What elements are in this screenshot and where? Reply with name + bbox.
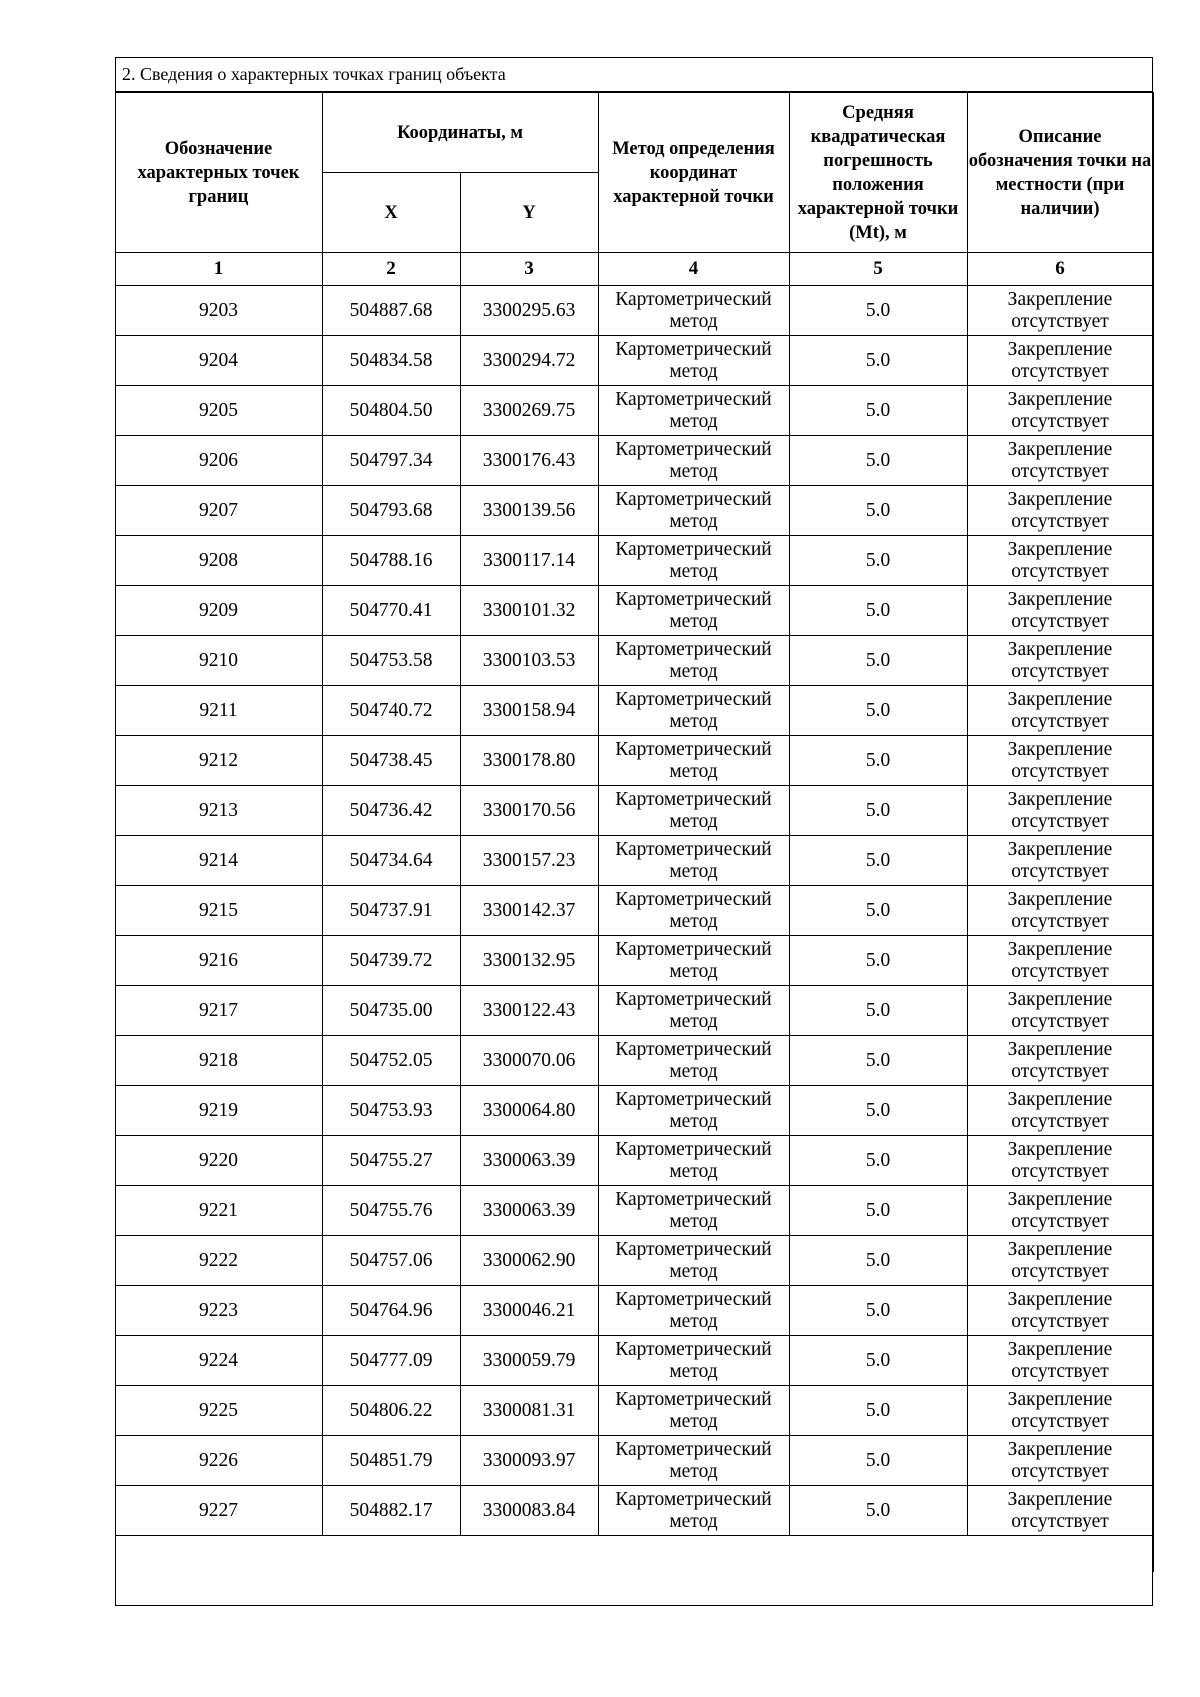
- cell-x: 504851.79: [322, 1436, 460, 1486]
- table-row: [115, 1386, 1153, 1436]
- cell-y: 3300059.79: [460, 1336, 598, 1386]
- column-number: 5: [789, 253, 967, 286]
- cell-x: 504764.96: [322, 1286, 460, 1336]
- cell-x: 504777.09: [322, 1336, 460, 1386]
- cell-description: Закрепление отсутствует: [967, 1036, 1153, 1086]
- cell-y: 3300295.63: [460, 286, 598, 336]
- table-row: [115, 586, 1153, 636]
- cell-method: Картометрический метод: [598, 1436, 789, 1486]
- cell-y: 3300103.53: [460, 636, 598, 686]
- cell-y: 3300046.21: [460, 1286, 598, 1336]
- cell-point: 9215: [115, 886, 322, 936]
- cell-method: Картометрический метод: [598, 1186, 789, 1236]
- cell-mt: 5.0: [789, 986, 967, 1036]
- cell-x: 504736.42: [322, 786, 460, 836]
- cell-point: 9205: [115, 386, 322, 436]
- table-row: [115, 486, 1153, 536]
- column-number: 4: [598, 253, 789, 286]
- header-method: Метод определения координат характерной точки: [598, 93, 789, 253]
- cell-mt: 5.0: [789, 1236, 967, 1286]
- header-point-designation: Обозначение характерных точек границ: [115, 93, 322, 253]
- cell-method: Картометрический метод: [598, 1236, 789, 1286]
- cell-mt: 5.0: [789, 836, 967, 886]
- cell-mt: 5.0: [789, 1136, 967, 1186]
- cell-description: Закрепление отсутствует: [967, 536, 1153, 586]
- cell-method: Картометрический метод: [598, 886, 789, 936]
- document-sheet: [115, 57, 1153, 1606]
- header-mean-error: Средняя квадратическая погрешность положения характерной точки (Mt), м: [789, 93, 967, 253]
- table-row: [115, 1036, 1153, 1086]
- cell-mt: 5.0: [789, 1486, 967, 1536]
- cell-method: Картометрический метод: [598, 1286, 789, 1336]
- cell-point: 9225: [115, 1386, 322, 1436]
- cell-mt: 5.0: [789, 1436, 967, 1486]
- cell-y: 3300139.56: [460, 486, 598, 536]
- cell-description: Закрепление отсутствует: [967, 1336, 1153, 1386]
- cell-x: 504834.58: [322, 336, 460, 386]
- cell-point: 9214: [115, 836, 322, 886]
- column-number: 2: [322, 253, 460, 286]
- blank-row: [115, 1536, 1153, 1573]
- table-row: [115, 536, 1153, 586]
- cell-point: 9227: [115, 1486, 322, 1536]
- cell-mt: 5.0: [789, 936, 967, 986]
- cell-x: 504739.72: [322, 936, 460, 986]
- cell-description: Закрепление отсутствует: [967, 636, 1153, 686]
- cell-point: 9209: [115, 586, 322, 636]
- table-row: [115, 936, 1153, 986]
- table-row: [115, 636, 1153, 686]
- cell-y: 3300081.31: [460, 1386, 598, 1436]
- cell-description: Закрепление отсутствует: [967, 1436, 1153, 1486]
- cell-x: 504793.68: [322, 486, 460, 536]
- cell-point: 9206: [115, 436, 322, 486]
- section-title: 2. Сведения о характерных точках границ объекта: [116, 58, 1152, 92]
- cell-method: Картометрический метод: [598, 286, 789, 336]
- cell-point: 9216: [115, 936, 322, 986]
- cell-description: Закрепление отсутствует: [967, 1136, 1153, 1186]
- cell-description: Закрепление отсутствует: [967, 1236, 1153, 1286]
- cell-mt: 5.0: [789, 1336, 967, 1386]
- cell-method: Картометрический метод: [598, 1086, 789, 1136]
- cell-description: Закрепление отсутствует: [967, 1386, 1153, 1436]
- cell-mt: 5.0: [789, 886, 967, 936]
- table-row: [115, 286, 1153, 336]
- cell-method: Картометрический метод: [598, 436, 789, 486]
- cell-method: Картометрический метод: [598, 786, 789, 836]
- cell-description: Закрепление отсутствует: [967, 336, 1153, 386]
- cell-point: 9210: [115, 636, 322, 686]
- table-row: [115, 1186, 1153, 1236]
- cell-mt: 5.0: [789, 336, 967, 386]
- table-row: [115, 736, 1153, 786]
- cell-description: Закрепление отсутствует: [967, 1486, 1153, 1536]
- cell-mt: 5.0: [789, 386, 967, 436]
- cell-mt: 5.0: [789, 786, 967, 836]
- cell-x: 504740.72: [322, 686, 460, 736]
- cell-method: Картометрический метод: [598, 486, 789, 536]
- cell-method: Картометрический метод: [598, 686, 789, 736]
- cell-description: Закрепление отсутствует: [967, 736, 1153, 786]
- cell-y: 3300063.39: [460, 1186, 598, 1236]
- cell-description: Закрепление отсутствует: [967, 386, 1153, 436]
- table-row: [115, 686, 1153, 736]
- cell-mt: 5.0: [789, 736, 967, 786]
- column-number: 3: [460, 253, 598, 286]
- cell-y: 3300142.37: [460, 886, 598, 936]
- cell-description: Закрепление отсутствует: [967, 936, 1153, 986]
- cell-x: 504887.68: [322, 286, 460, 336]
- cell-y: 3300070.06: [460, 1036, 598, 1086]
- cell-y: 3300294.72: [460, 336, 598, 386]
- cell-x: 504757.06: [322, 1236, 460, 1286]
- table-row: [115, 436, 1153, 486]
- cell-method: Картометрический метод: [598, 1486, 789, 1536]
- cell-description: Закрепление отсутствует: [967, 886, 1153, 936]
- cell-method: Картометрический метод: [598, 736, 789, 786]
- cell-x: 504797.34: [322, 436, 460, 486]
- cell-y: 3300093.97: [460, 1436, 598, 1486]
- cell-point: 9203: [115, 286, 322, 336]
- cell-y: 3300101.32: [460, 586, 598, 636]
- cell-point: 9217: [115, 986, 322, 1036]
- cell-description: Закрепление отсутствует: [967, 1186, 1153, 1236]
- cell-y: 3300064.80: [460, 1086, 598, 1136]
- cell-description: Закрепление отсутствует: [967, 686, 1153, 736]
- cell-mt: 5.0: [789, 1036, 967, 1086]
- table-row: [115, 986, 1153, 1036]
- cell-x: 504735.00: [322, 986, 460, 1036]
- cell-method: Картометрический метод: [598, 986, 789, 1036]
- cell-mt: 5.0: [789, 1386, 967, 1436]
- cell-method: Картометрический метод: [598, 936, 789, 986]
- cell-y: 3300157.23: [460, 836, 598, 886]
- cell-method: Картометрический метод: [598, 836, 789, 886]
- cell-x: 504752.05: [322, 1036, 460, 1086]
- table-row: [115, 1236, 1153, 1286]
- header-coordinates: Координаты, м: [322, 93, 598, 173]
- cell-mt: 5.0: [789, 686, 967, 736]
- cell-point: 9208: [115, 536, 322, 586]
- cell-method: Картометрический метод: [598, 1036, 789, 1086]
- cell-point: 9218: [115, 1036, 322, 1086]
- table-row: [115, 1086, 1153, 1136]
- cell-x: 504738.45: [322, 736, 460, 786]
- cell-method: Картометрический метод: [598, 636, 789, 686]
- cell-mt: 5.0: [789, 436, 967, 486]
- cell-x: 504770.41: [322, 586, 460, 636]
- cell-point: 9221: [115, 1186, 322, 1236]
- cell-method: Картометрический метод: [598, 536, 789, 586]
- column-number: 6: [967, 253, 1153, 286]
- cell-x: 504753.58: [322, 636, 460, 686]
- header-y: Y: [460, 173, 598, 253]
- cell-mt: 5.0: [789, 636, 967, 686]
- cell-y: 3300063.39: [460, 1136, 598, 1186]
- table-row: [115, 1486, 1153, 1536]
- cell-description: Закрепление отсутствует: [967, 1286, 1153, 1336]
- blank-cell: [115, 1536, 1153, 1573]
- cell-method: Картометрический метод: [598, 586, 789, 636]
- table-row: [115, 386, 1153, 436]
- cell-mt: 5.0: [789, 486, 967, 536]
- cell-method: Картометрический метод: [598, 336, 789, 386]
- cell-method: Картометрический метод: [598, 1136, 789, 1186]
- cell-x: 504755.27: [322, 1136, 460, 1186]
- cell-point: 9204: [115, 336, 322, 386]
- cell-x: 504788.16: [322, 536, 460, 586]
- cell-point: 9223: [115, 1286, 322, 1336]
- table-row: [115, 1436, 1153, 1486]
- cell-y: 3300117.14: [460, 536, 598, 586]
- table-row: [115, 1336, 1153, 1386]
- cell-method: Картометрический метод: [598, 1336, 789, 1386]
- cell-description: Закрепление отсутствует: [967, 586, 1153, 636]
- header-x: X: [322, 173, 460, 253]
- cell-description: Закрепление отсутствует: [967, 986, 1153, 1036]
- cell-x: 504755.76: [322, 1186, 460, 1236]
- cell-y: 3300132.95: [460, 936, 598, 986]
- cell-y: 3300062.90: [460, 1236, 598, 1286]
- cell-y: 3300170.56: [460, 786, 598, 836]
- cell-description: Закрепление отсутствует: [967, 486, 1153, 536]
- cell-point: 9211: [115, 686, 322, 736]
- cell-y: 3300122.43: [460, 986, 598, 1036]
- cell-description: Закрепление отсутствует: [967, 786, 1153, 836]
- cell-mt: 5.0: [789, 1186, 967, 1236]
- cell-point: 9224: [115, 1336, 322, 1386]
- cell-y: 3300269.75: [460, 386, 598, 436]
- header-description: Описание обозначения точки на местности (при наличии): [967, 93, 1153, 253]
- cell-description: Закрепление отсутствует: [967, 836, 1153, 886]
- cell-mt: 5.0: [789, 586, 967, 636]
- cell-mt: 5.0: [789, 1286, 967, 1336]
- table-row: [115, 786, 1153, 836]
- cell-description: Закрепление отсутствует: [967, 1086, 1153, 1136]
- cell-method: Картометрический метод: [598, 1386, 789, 1436]
- table-row: [115, 1286, 1153, 1336]
- cell-x: 504737.91: [322, 886, 460, 936]
- cell-x: 504804.50: [322, 386, 460, 436]
- cell-point: 9213: [115, 786, 322, 836]
- table-row: [115, 886, 1153, 936]
- cell-point: 9219: [115, 1086, 322, 1136]
- cell-mt: 5.0: [789, 536, 967, 586]
- table-row: [115, 336, 1153, 386]
- cell-point: 9220: [115, 1136, 322, 1186]
- cell-x: 504753.93: [322, 1086, 460, 1136]
- column-number: 1: [115, 253, 322, 286]
- cell-point: 9212: [115, 736, 322, 786]
- cell-x: 504882.17: [322, 1486, 460, 1536]
- cell-description: Закрепление отсутствует: [967, 436, 1153, 486]
- cell-mt: 5.0: [789, 1086, 967, 1136]
- cell-y: 3300158.94: [460, 686, 598, 736]
- cell-x: 504734.64: [322, 836, 460, 886]
- cell-point: 9226: [115, 1436, 322, 1486]
- table-row: [115, 1136, 1153, 1186]
- cell-point: 9222: [115, 1236, 322, 1286]
- table-body: [115, 286, 1153, 1536]
- cell-x: 504806.22: [322, 1386, 460, 1436]
- cell-mt: 5.0: [789, 286, 967, 336]
- cell-y: 3300176.43: [460, 436, 598, 486]
- cell-method: Картометрический метод: [598, 386, 789, 436]
- cell-description: Закрепление отсутствует: [967, 286, 1153, 336]
- table-row: [115, 836, 1153, 886]
- cell-y: 3300083.84: [460, 1486, 598, 1536]
- cell-y: 3300178.80: [460, 736, 598, 786]
- cell-point: 9207: [115, 486, 322, 536]
- boundary-points-table: [115, 92, 1154, 1572]
